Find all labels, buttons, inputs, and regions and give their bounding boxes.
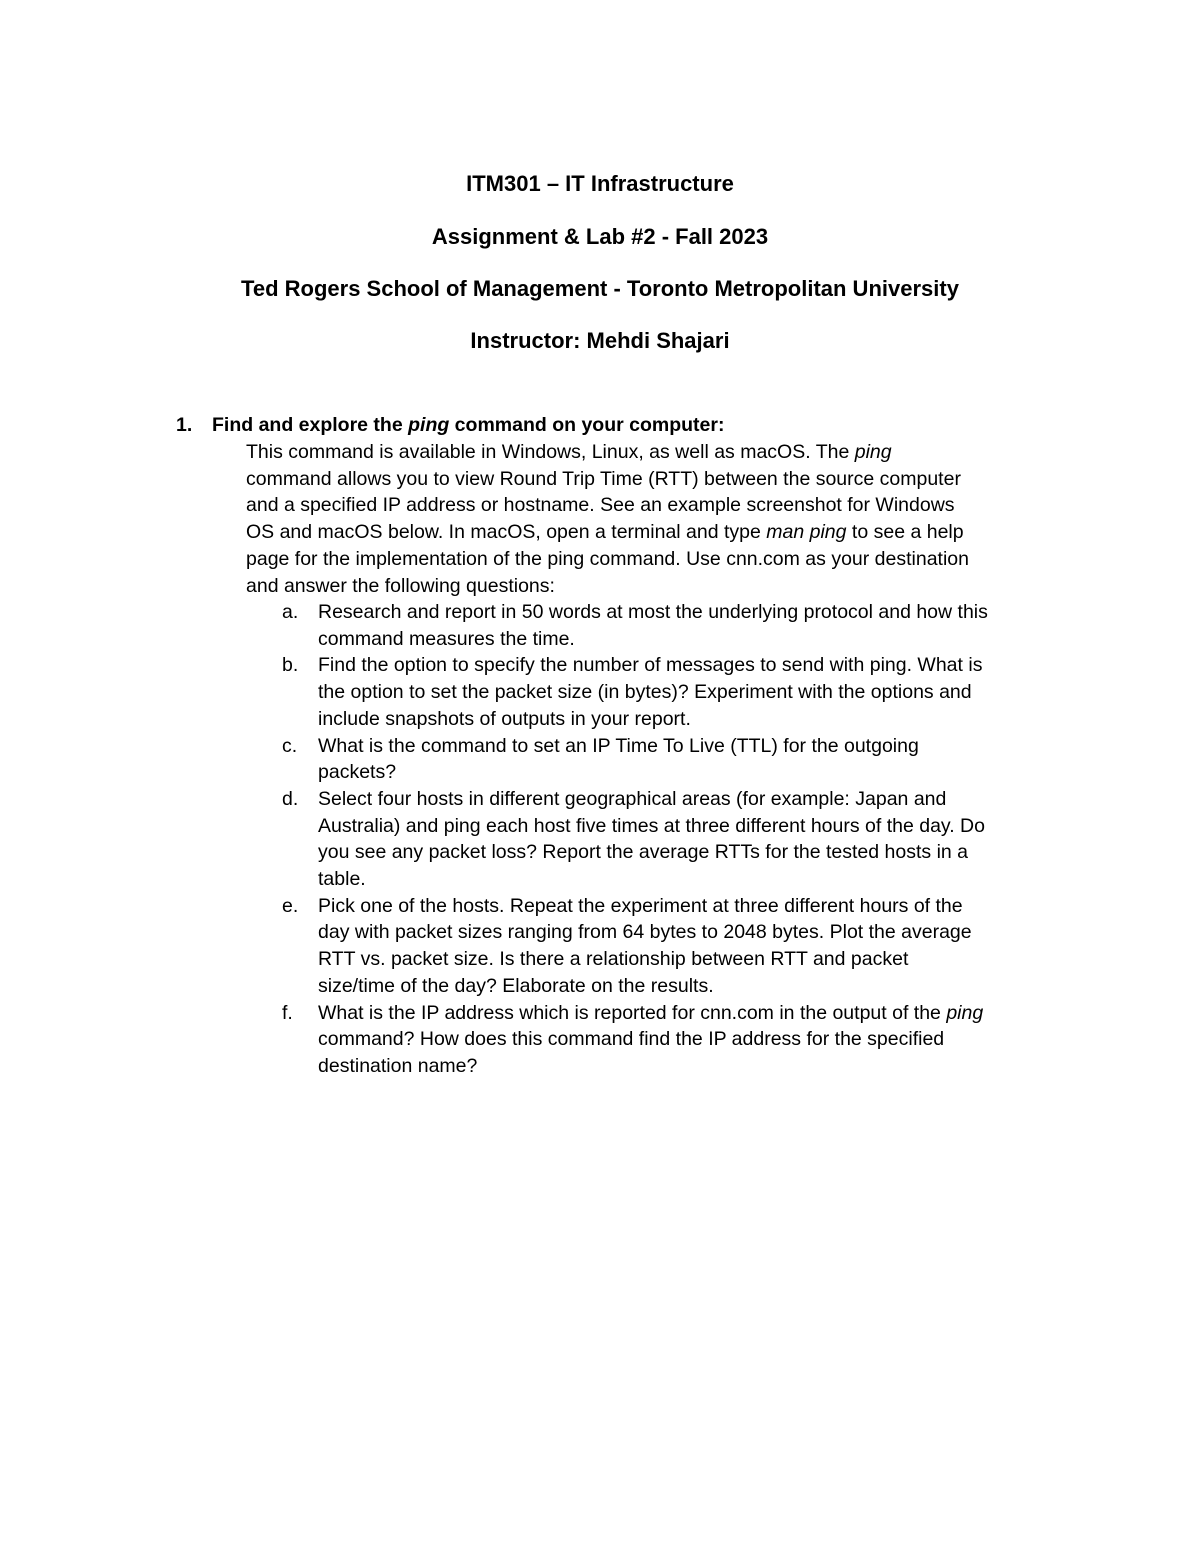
- sub-question-c: [246, 733, 1106, 786]
- intro-text: This command is available in Windows, Linux, as well as macOS. The: [246, 441, 855, 463]
- sub-question-letter: a.: [282, 601, 299, 623]
- question-title-part1: Find and explore the: [212, 414, 409, 436]
- sub-question-letter: d.: [282, 787, 299, 810]
- sub-question-b: [246, 652, 1106, 732]
- sub-question-line: What is the command to set an IP Time To Live (TTL) for the outgoing: [318, 734, 919, 757]
- sub-question-list: [246, 599, 1106, 1080]
- question-title-command: ping: [408, 414, 450, 436]
- sub-question-line: you see any packet loss? Report the average RTTs for the tested hosts in a: [318, 841, 969, 864]
- intro-line: and answer the following questions:: [246, 574, 555, 597]
- question-number: 1.: [176, 414, 193, 436]
- sub-question-letter: b.: [282, 654, 299, 677]
- sub-question-line: Pick one of the hosts. Repeat the experiment at three different hours of the: [318, 894, 963, 917]
- sub-question-line: command measures the time.: [318, 627, 575, 650]
- sub-question-f: [246, 1000, 1106, 1080]
- sub-question-line: Australia) and ping each host five times at three different hours of the day. Do: [318, 814, 985, 837]
- sub-question-line: Research and report in 50 words at most the underlying protocol and how this: [318, 601, 988, 623]
- sub-question-e: [246, 893, 1106, 1000]
- intro-text: to see a help: [846, 521, 964, 544]
- sub-question-line: Find the option to specify the number of messages to send with ping. What is: [318, 654, 983, 677]
- question-title-part2: command on your computer:: [449, 414, 725, 436]
- sub-question-line: [318, 1000, 1106, 1027]
- sub-question-letter: e.: [282, 894, 299, 917]
- intro-line: [246, 519, 969, 546]
- instructor-name: Instructor: Mehdi Shajari: [470, 328, 730, 353]
- intro-command: ping: [854, 441, 892, 463]
- intro-line: [246, 439, 969, 466]
- sub-question-letter: c.: [282, 734, 298, 757]
- intro-line: and a specified IP address or hostname. See an example screenshot for Windows: [246, 494, 955, 517]
- intro-line: page for the implementation of the ping command. Use cnn.com as your destination: [246, 547, 969, 570]
- sub-question-line: packets?: [318, 761, 397, 784]
- intro-text: OS and macOS below. In macOS, open a terminal and type: [246, 521, 767, 544]
- sub-question-command: ping: [946, 1001, 984, 1024]
- sub-question-line: destination name?: [318, 1054, 478, 1077]
- sub-question-text: What is the IP address which is reported for cnn.com in the output of the: [318, 1001, 947, 1024]
- sub-question-letter: f.: [282, 1001, 293, 1024]
- intro-command: man ping: [766, 521, 847, 544]
- sub-question-d: [246, 786, 1106, 893]
- intro-line: command allows you to view Round Trip Time (RTT) between the source computer: [246, 467, 961, 490]
- school-name: Ted Rogers School of Management - Toronto Metropolitan University: [241, 276, 959, 301]
- sub-question-line: the option to set the packet size (in bytes)? Experiment with the options and: [318, 681, 972, 704]
- sub-question-line: size/time of the day? Elaborate on the results.: [318, 974, 714, 997]
- sub-question-a: [246, 599, 1106, 652]
- course-title: ITM301 – IT Infrastructure: [466, 171, 734, 196]
- sub-question-line: RTT vs. packet size. Is there a relationship between RTT and packet: [318, 948, 909, 971]
- sub-question-line: Select four hosts in different geographical areas (for example: Japan and: [318, 787, 947, 810]
- assignment-title: Assignment & Lab #2 - Fall 2023: [431, 224, 769, 249]
- sub-question-line: day with packet sizes ranging from 64 bytes to 2048 bytes. Plot the average: [318, 921, 972, 944]
- question-intro: [246, 439, 969, 599]
- question-title: [212, 412, 724, 439]
- sub-question-line: command? How does this command find the IP address for the specified: [318, 1028, 945, 1051]
- sub-question-line: table.: [318, 868, 366, 891]
- sub-question-line: include snapshots of outputs in your report.: [318, 707, 691, 730]
